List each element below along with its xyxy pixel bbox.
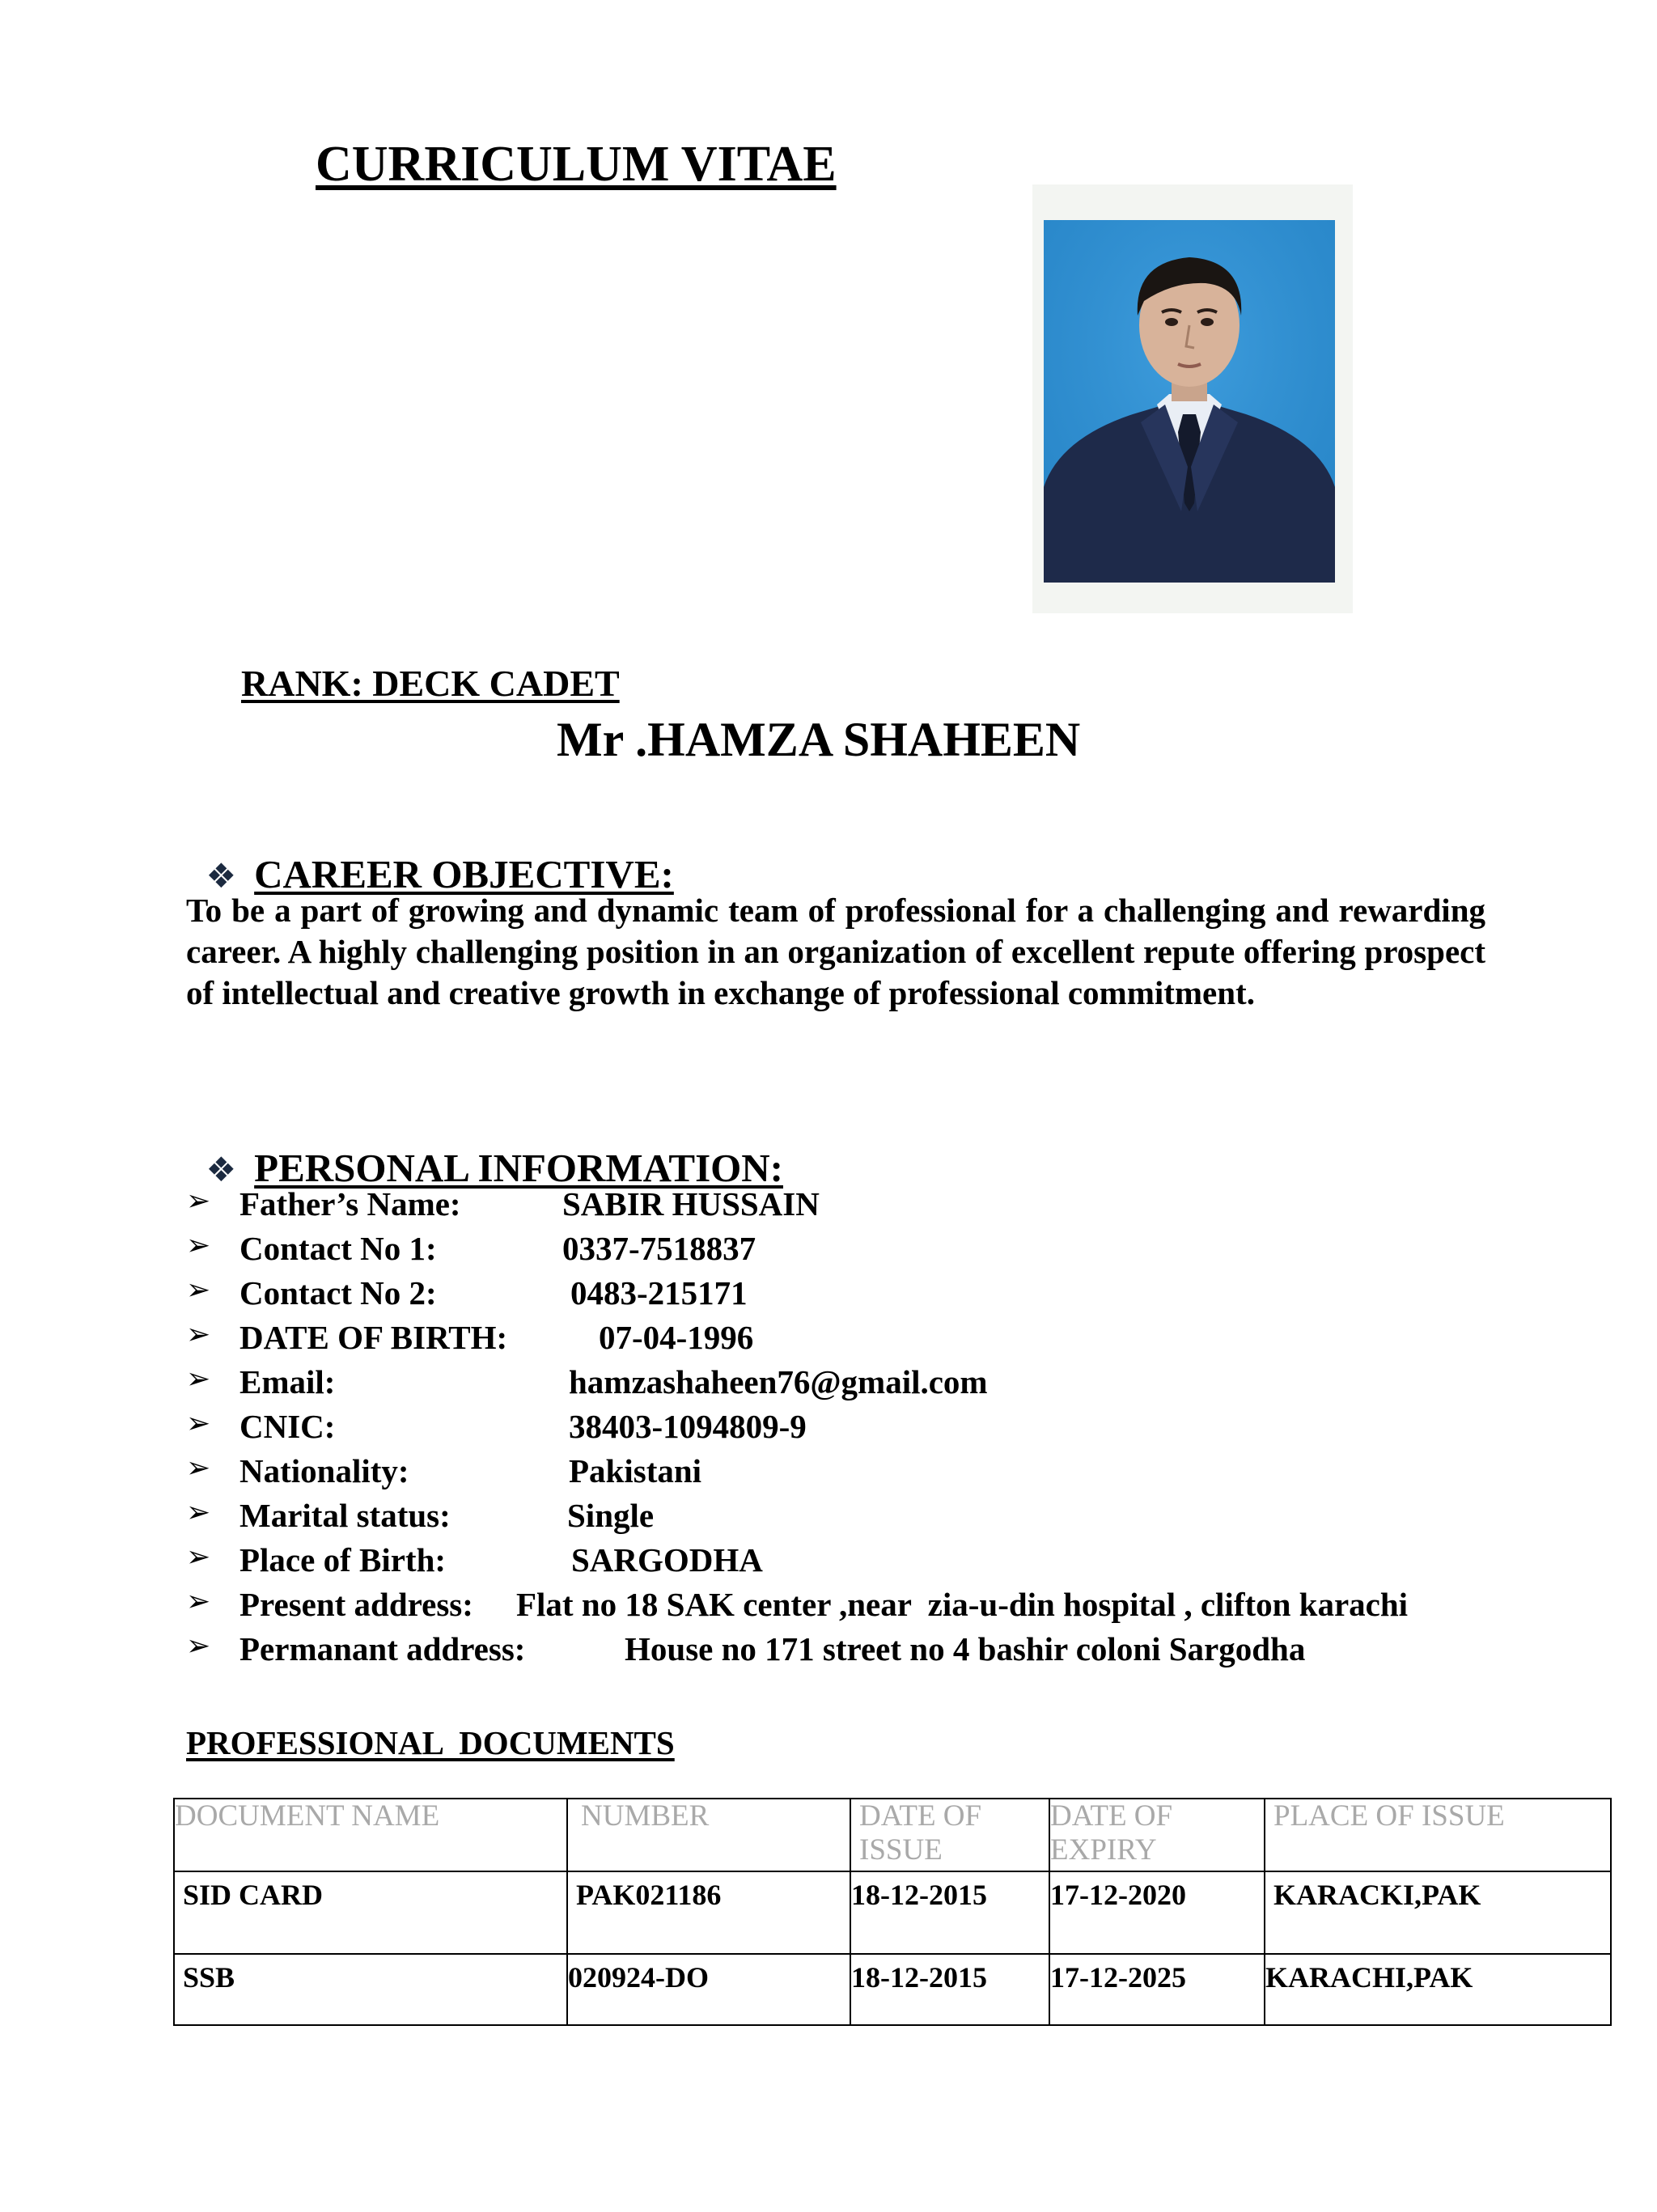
table-cell: KARACKI,PAK [1265,1871,1611,1954]
arrow-bullet-icon: ➢ [186,1362,211,1396]
info-row-contact-1: ➢ Contact No 1: 0337-7518837 [186,1229,756,1267]
table-cell: SSB [174,1954,567,2025]
column-header-date-of-expiry: DATE OF EXPIRY [1049,1799,1265,1871]
column-header-place-of-issue: PLACE OF ISSUE [1265,1799,1611,1871]
table-cell: 020924-DO [567,1954,850,2025]
career-objective-heading: ❖ CAREER OBJECTIVE: [206,852,674,896]
career-objective-text: To be a part of growing and dynamic team of professional for a challenging and rewarding career. A highly challenging position in an organization of excellent repute offering prospect of intellectual and creative growth in exchange of professional commitment. [186,892,1485,1011]
arrow-bullet-icon: ➢ [186,1184,211,1218]
rank-heading: RANK: DECK CADET [241,663,620,704]
arrow-bullet-icon: ➢ [186,1273,211,1307]
info-row-contact-2: ➢ Contact No 2: 0483-215171 [186,1273,748,1312]
table-cell: SID CARD [174,1871,567,1954]
table-cell: 17-12-2025 [1049,1954,1265,2025]
diamond-bullet-icon: ❖ [206,856,237,896]
info-row-marital-status: ➢ Marital status: Single [186,1496,655,1534]
table-cell: PAK021186 [567,1871,850,1954]
info-row-present-address: ➢ Present address: Flat no 18 SAK center ,near zia-u-din hospital , clifton karachi [186,1585,1409,1623]
professional-documents-table [173,1798,1612,2026]
info-row-date-of-birth: ➢ DATE OF BIRTH: 07-04-1996 [186,1318,754,1356]
table-row [174,1954,1611,2025]
table-cell: 17-12-2020 [1049,1871,1265,1954]
column-header-number: NUMBER [567,1799,850,1871]
column-header-date-of-issue: DATE OF ISSUE [850,1799,1049,1871]
info-row-email: ➢ Email: hamzashaheen76@gmail.com [186,1362,988,1401]
profile-photo [1044,220,1335,583]
page-title: CURRICULUM VITAE [316,137,837,192]
info-row-permanent-address: ➢ Permanant address: House no 171 street no 4 bashir coloni Sargodha [186,1629,1306,1667]
diamond-bullet-icon: ❖ [206,1150,237,1189]
info-row-nationality: ➢ Nationality: Pakistani [186,1451,702,1489]
arrow-bullet-icon: ➢ [186,1540,211,1574]
arrow-bullet-icon: ➢ [186,1229,211,1262]
table-cell: 18-12-2015 [850,1871,1049,1954]
arrow-bullet-icon: ➢ [186,1585,211,1618]
table-cell: 18-12-2015 [850,1954,1049,2025]
arrow-bullet-icon: ➢ [186,1407,211,1440]
candidate-name: Mr .HAMZA SHAHEEN [557,713,1081,766]
table-cell: KARACHI,PAK [1265,1954,1611,2025]
table-header-row [174,1799,1611,1871]
column-header-document-name: DOCUMENT NAME [174,1799,567,1871]
info-row-fathers-name: ➢ Father’s Name: SABIR HUSSAIN [186,1184,820,1223]
info-row-cnic: ➢ CNIC: 38403-1094809-9 [186,1407,807,1445]
arrow-bullet-icon: ➢ [186,1496,211,1529]
table-row [174,1871,1611,1954]
arrow-bullet-icon: ➢ [186,1629,211,1663]
info-row-place-of-birth: ➢ Place of Birth: SARGODHA [186,1540,763,1578]
arrow-bullet-icon: ➢ [186,1451,211,1485]
arrow-bullet-icon: ➢ [186,1318,211,1351]
professional-documents-heading: PROFESSIONAL DOCUMENTS [186,1724,675,1761]
personal-information-heading: ❖ PERSONAL INFORMATION: [206,1146,783,1190]
